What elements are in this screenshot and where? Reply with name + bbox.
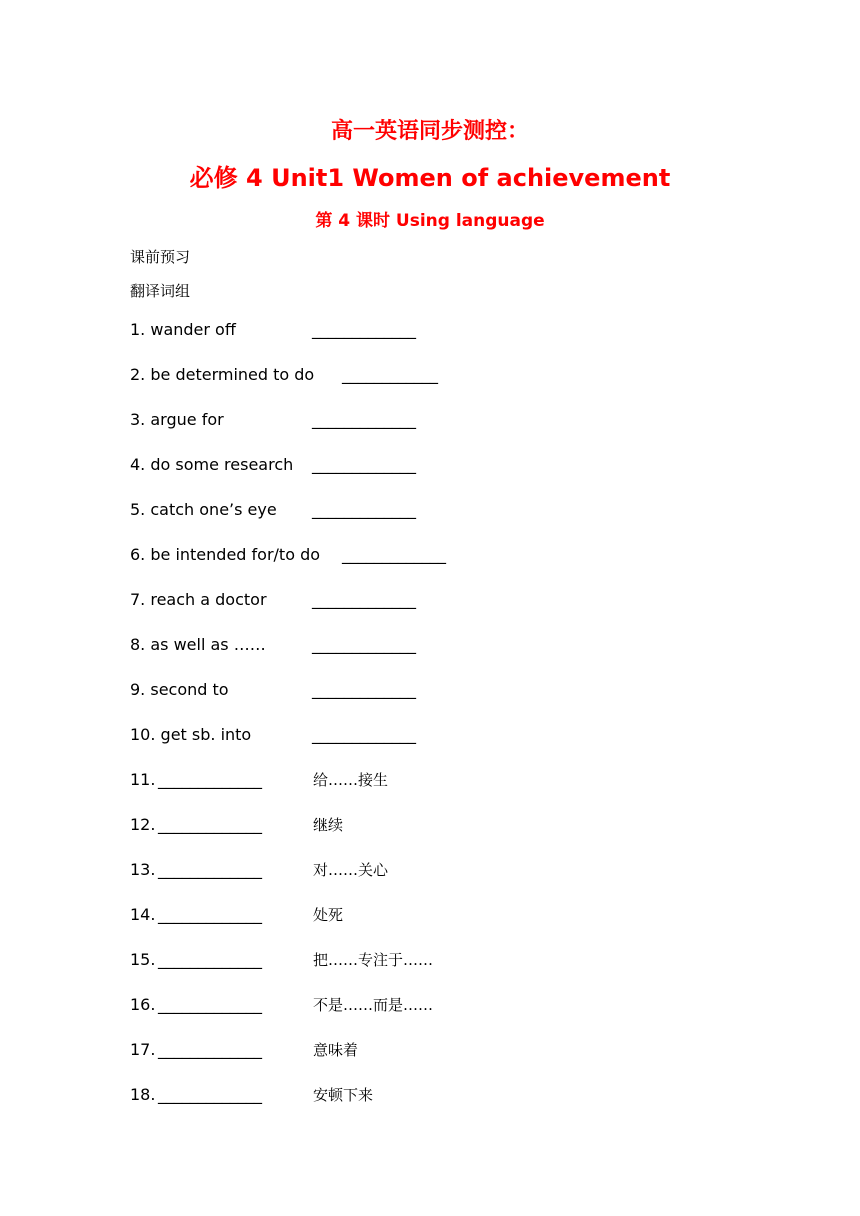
english-phrase: argue for <box>150 410 224 429</box>
exercise-row <box>130 633 730 657</box>
section-translate-heading: 翻译词组 <box>130 282 191 300</box>
exercise-row <box>130 1083 730 1107</box>
exercise-row <box>130 453 730 477</box>
answer-blank[interactable]: _____________ <box>158 950 262 969</box>
answer-blank[interactable]: _____________ <box>312 410 416 429</box>
item-number: 14. <box>130 905 156 924</box>
exercise-row <box>130 318 730 342</box>
exercise-row <box>130 858 730 882</box>
answer-blank[interactable]: _____________ <box>158 860 262 879</box>
english-phrase: do some research <box>150 455 294 474</box>
english-phrase: as well as …… <box>150 635 266 654</box>
answer-blank[interactable]: _____________ <box>312 725 416 744</box>
answer-blank[interactable]: _____________ <box>312 590 416 609</box>
item-number: 18. <box>130 1085 156 1104</box>
chinese-meaning: 意味着 <box>313 1041 359 1059</box>
item-number: 12. <box>130 815 156 834</box>
english-phrase: second to <box>150 680 229 699</box>
item-number: 1. <box>130 320 146 339</box>
english-phrase: reach a doctor <box>150 590 267 609</box>
exercise-row <box>130 948 730 972</box>
english-phrase: catch one’s eye <box>150 500 277 519</box>
exercise-row <box>130 543 730 567</box>
item-number: 2. <box>130 365 146 384</box>
exercise-row <box>130 408 730 432</box>
english-phrase: get sb. into <box>160 725 252 744</box>
exercise-row <box>130 723 730 747</box>
answer-blank[interactable]: _____________ <box>158 770 262 789</box>
exercise-row <box>130 813 730 837</box>
exercise-row <box>130 363 730 387</box>
answer-blank[interactable]: _____________ <box>312 635 416 654</box>
item-number: 15. <box>130 950 156 969</box>
exercise-row <box>130 588 730 612</box>
section-preview-heading: 课前预习 <box>130 248 191 266</box>
item-number: 10. <box>130 725 156 744</box>
answer-blank[interactable]: _____________ <box>158 995 262 1014</box>
item-number: 5. <box>130 500 146 519</box>
chinese-meaning: 继续 <box>313 816 344 834</box>
chinese-meaning: 把……专注于…… <box>313 951 434 969</box>
english-phrase: be determined to do <box>150 365 315 384</box>
exercise-row <box>130 1038 730 1062</box>
answer-blank[interactable]: _____________ <box>312 320 416 339</box>
item-number: 9. <box>130 680 146 699</box>
item-number: 11. <box>130 770 156 789</box>
item-number: 13. <box>130 860 156 879</box>
exercise-row <box>130 768 730 792</box>
item-number: 4. <box>130 455 146 474</box>
english-phrase: be intended for/to do <box>150 545 321 564</box>
title-line-1: 高一英语同步测控： <box>330 119 529 144</box>
answer-blank[interactable]: _____________ <box>158 1040 262 1059</box>
chinese-meaning: 不是……而是…… <box>313 996 434 1014</box>
chinese-meaning: 处死 <box>313 906 344 924</box>
answer-blank[interactable]: _____________ <box>312 680 416 699</box>
chinese-meaning: 给……接生 <box>313 771 389 789</box>
exercise-row <box>130 903 730 927</box>
answer-blank[interactable]: ____________ <box>342 365 438 384</box>
item-number: 3. <box>130 410 146 429</box>
exercise-row <box>130 498 730 522</box>
chinese-meaning: 对……关心 <box>313 861 389 879</box>
item-number: 6. <box>130 545 146 564</box>
item-number: 7. <box>130 590 146 609</box>
item-number: 16. <box>130 995 156 1014</box>
exercise-row <box>130 993 730 1017</box>
answer-blank[interactable]: _____________ <box>158 905 262 924</box>
item-number: 8. <box>130 635 146 654</box>
answer-blank[interactable]: _____________ <box>312 500 416 519</box>
item-number: 17. <box>130 1040 156 1059</box>
title-line-3: 第 4 课时 Using language <box>315 211 545 231</box>
title-line-2: 必修 4 Unit1 Women of achievement <box>189 164 671 192</box>
chinese-meaning: 安顿下来 <box>313 1086 374 1104</box>
answer-blank[interactable]: _____________ <box>158 1085 262 1104</box>
english-phrase: wander off <box>150 320 236 339</box>
answer-blank[interactable]: _____________ <box>312 455 416 474</box>
answer-blank[interactable]: _____________ <box>158 815 262 834</box>
exercise-row <box>130 678 730 702</box>
answer-blank[interactable]: _____________ <box>342 545 446 564</box>
